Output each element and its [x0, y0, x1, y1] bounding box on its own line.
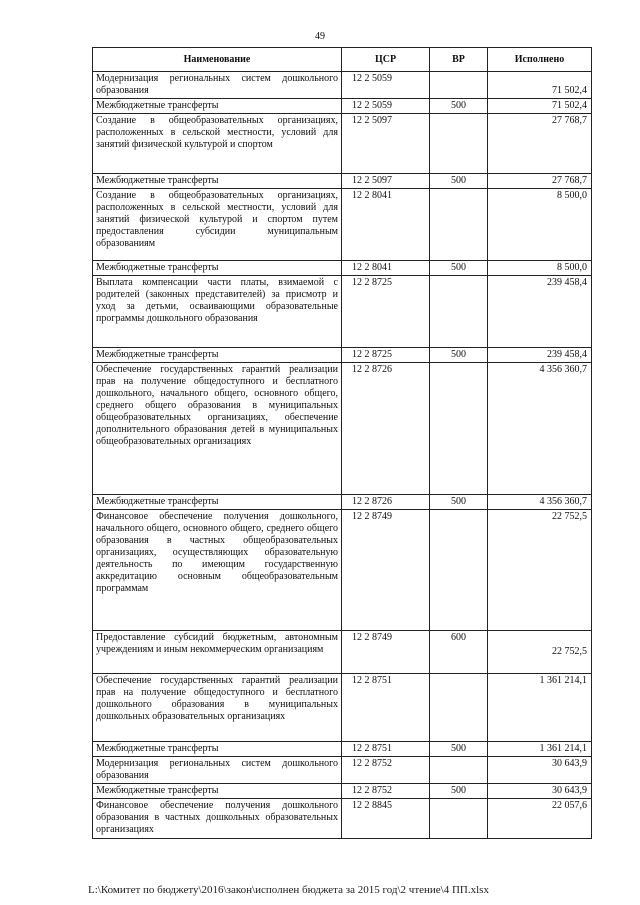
row-vr	[430, 276, 488, 348]
table-row	[93, 799, 592, 839]
row-name: Обеспечение государственных гарантий реализации прав на получение общедоступного и бесплатного дошкольного образования в муниципальных дошкольных образовательных организациях	[93, 674, 342, 742]
row-csr: 12 2 5059	[342, 99, 430, 114]
row-executed: 27 768,7	[488, 174, 592, 189]
table-row	[93, 757, 592, 784]
row-csr: 12 2 8752	[342, 784, 430, 799]
row-executed: 22 752,5	[488, 510, 592, 631]
table-row	[93, 348, 592, 363]
row-vr	[430, 674, 488, 742]
row-name: Создание в общеобразовательных организациях, расположенных в сельской местности, условий для занятий физической культурой и спортом путем предоставления субсидии муниципальным образованиям	[93, 189, 342, 261]
table-row	[93, 510, 592, 631]
row-vr: 500	[430, 348, 488, 363]
row-vr	[430, 363, 488, 495]
row-name: Модернизация региональных систем дошкольного образования	[93, 757, 342, 784]
row-name: Межбюджетные трансферты	[93, 784, 342, 799]
row-csr: 12 2 8725	[342, 276, 430, 348]
row-csr: 12 2 5059	[342, 72, 430, 99]
row-name: Выплата компенсации части платы, взимаемой с родителей (законных представителей) за присмотр и уход за детьми, осваивающими образовательные программы дошкольного образования	[93, 276, 342, 348]
row-vr: 500	[430, 99, 488, 114]
header-name: Наименование	[93, 48, 342, 72]
row-name: Межбюджетные трансферты	[93, 99, 342, 114]
row-csr: 12 2 8749	[342, 631, 430, 674]
row-executed: 8 500,0	[488, 261, 592, 276]
row-csr: 12 2 8725	[342, 348, 430, 363]
row-executed: 1 361 214,1	[488, 742, 592, 757]
row-csr: 12 2 8751	[342, 674, 430, 742]
table-row	[93, 631, 592, 674]
row-executed: 71 502,4	[488, 72, 592, 99]
row-executed: 8 500,0	[488, 189, 592, 261]
row-csr: 12 2 8749	[342, 510, 430, 631]
row-csr: 12 2 8845	[342, 799, 430, 839]
row-name: Межбюджетные трансферты	[93, 495, 342, 510]
table-row	[93, 742, 592, 757]
row-vr	[430, 189, 488, 261]
row-vr: 500	[430, 742, 488, 757]
file-path-footer: L:\Комитет по бюджету\2016\закон\исполнен бюджета за 2015 год\2 чтение\4 ПП.xlsx	[88, 884, 489, 896]
row-vr	[430, 510, 488, 631]
row-csr: 12 2 8752	[342, 757, 430, 784]
table-row	[93, 363, 592, 495]
row-vr: 600	[430, 631, 488, 674]
row-name: Предоставление субсидий бюджетным, автономным учреждениям и иным некоммерческим организациям	[93, 631, 342, 674]
table-row	[93, 189, 592, 261]
table-body	[93, 72, 592, 839]
row-vr: 500	[430, 261, 488, 276]
table-row	[93, 72, 592, 99]
row-executed: 1 361 214,1	[488, 674, 592, 742]
table-row	[93, 495, 592, 510]
table-row	[93, 784, 592, 799]
row-name: Межбюджетные трансферты	[93, 261, 342, 276]
row-csr: 12 2 8041	[342, 189, 430, 261]
table-row	[93, 674, 592, 742]
table-row	[93, 114, 592, 174]
row-name: Межбюджетные трансферты	[93, 348, 342, 363]
row-name: Создание в общеобразовательных организациях, расположенных в сельской местности, условий для занятий физической культурой и спортом	[93, 114, 342, 174]
header-vr: ВР	[430, 48, 488, 72]
row-executed: 30 643,9	[488, 784, 592, 799]
row-csr: 12 2 8726	[342, 363, 430, 495]
row-name: Межбюджетные трансферты	[93, 174, 342, 189]
row-vr: 500	[430, 784, 488, 799]
header-row	[93, 48, 592, 72]
row-executed: 239 458,4	[488, 348, 592, 363]
row-executed: 22 057,6	[488, 799, 592, 839]
row-name: Финансовое обеспечение получения дошкольного, начального общего, основного общего, среднего общего образования в частных общеобразовательных организациях, осуществляющих образовательную деятельность по имеющим государственную аккредитацию основным общеобразовательным программам	[93, 510, 342, 631]
row-vr	[430, 757, 488, 784]
budget-table	[92, 47, 592, 839]
row-executed: 239 458,4	[488, 276, 592, 348]
row-csr: 12 2 8041	[342, 261, 430, 276]
row-vr	[430, 114, 488, 174]
page-number: 49	[315, 31, 325, 42]
row-executed: 4 356 360,7	[488, 363, 592, 495]
row-executed: 30 643,9	[488, 757, 592, 784]
row-executed: 4 356 360,7	[488, 495, 592, 510]
row-vr: 500	[430, 174, 488, 189]
row-csr: 12 2 8726	[342, 495, 430, 510]
row-vr	[430, 72, 488, 99]
row-vr: 500	[430, 495, 488, 510]
table-header	[93, 48, 592, 72]
table-row	[93, 174, 592, 189]
table-row	[93, 261, 592, 276]
row-executed: 22 752,5	[488, 631, 592, 674]
header-csr: ЦСР	[342, 48, 430, 72]
row-name: Обеспечение государственных гарантий реализации прав на получение общедоступного и бесплатного дошкольного, начального общего, основного общего, среднего общего образования в муниципальных общеобразовательных организациях, обеспечение дополнительного образования детей в муниципальных общеобразовательных организациях	[93, 363, 342, 495]
row-csr: 12 2 8751	[342, 742, 430, 757]
row-csr: 12 2 5097	[342, 174, 430, 189]
row-executed: 27 768,7	[488, 114, 592, 174]
row-name: Финансовое обеспечение получения дошкольного образования в частных дошкольных образовательных организациях	[93, 799, 342, 839]
row-name: Межбюджетные трансферты	[93, 742, 342, 757]
row-csr: 12 2 5097	[342, 114, 430, 174]
row-executed: 71 502,4	[488, 99, 592, 114]
table-row	[93, 276, 592, 348]
header-executed: Исполнено	[488, 48, 592, 72]
row-vr	[430, 799, 488, 839]
table-row	[93, 99, 592, 114]
row-name: Модернизация региональных систем дошкольного образования	[93, 72, 342, 99]
